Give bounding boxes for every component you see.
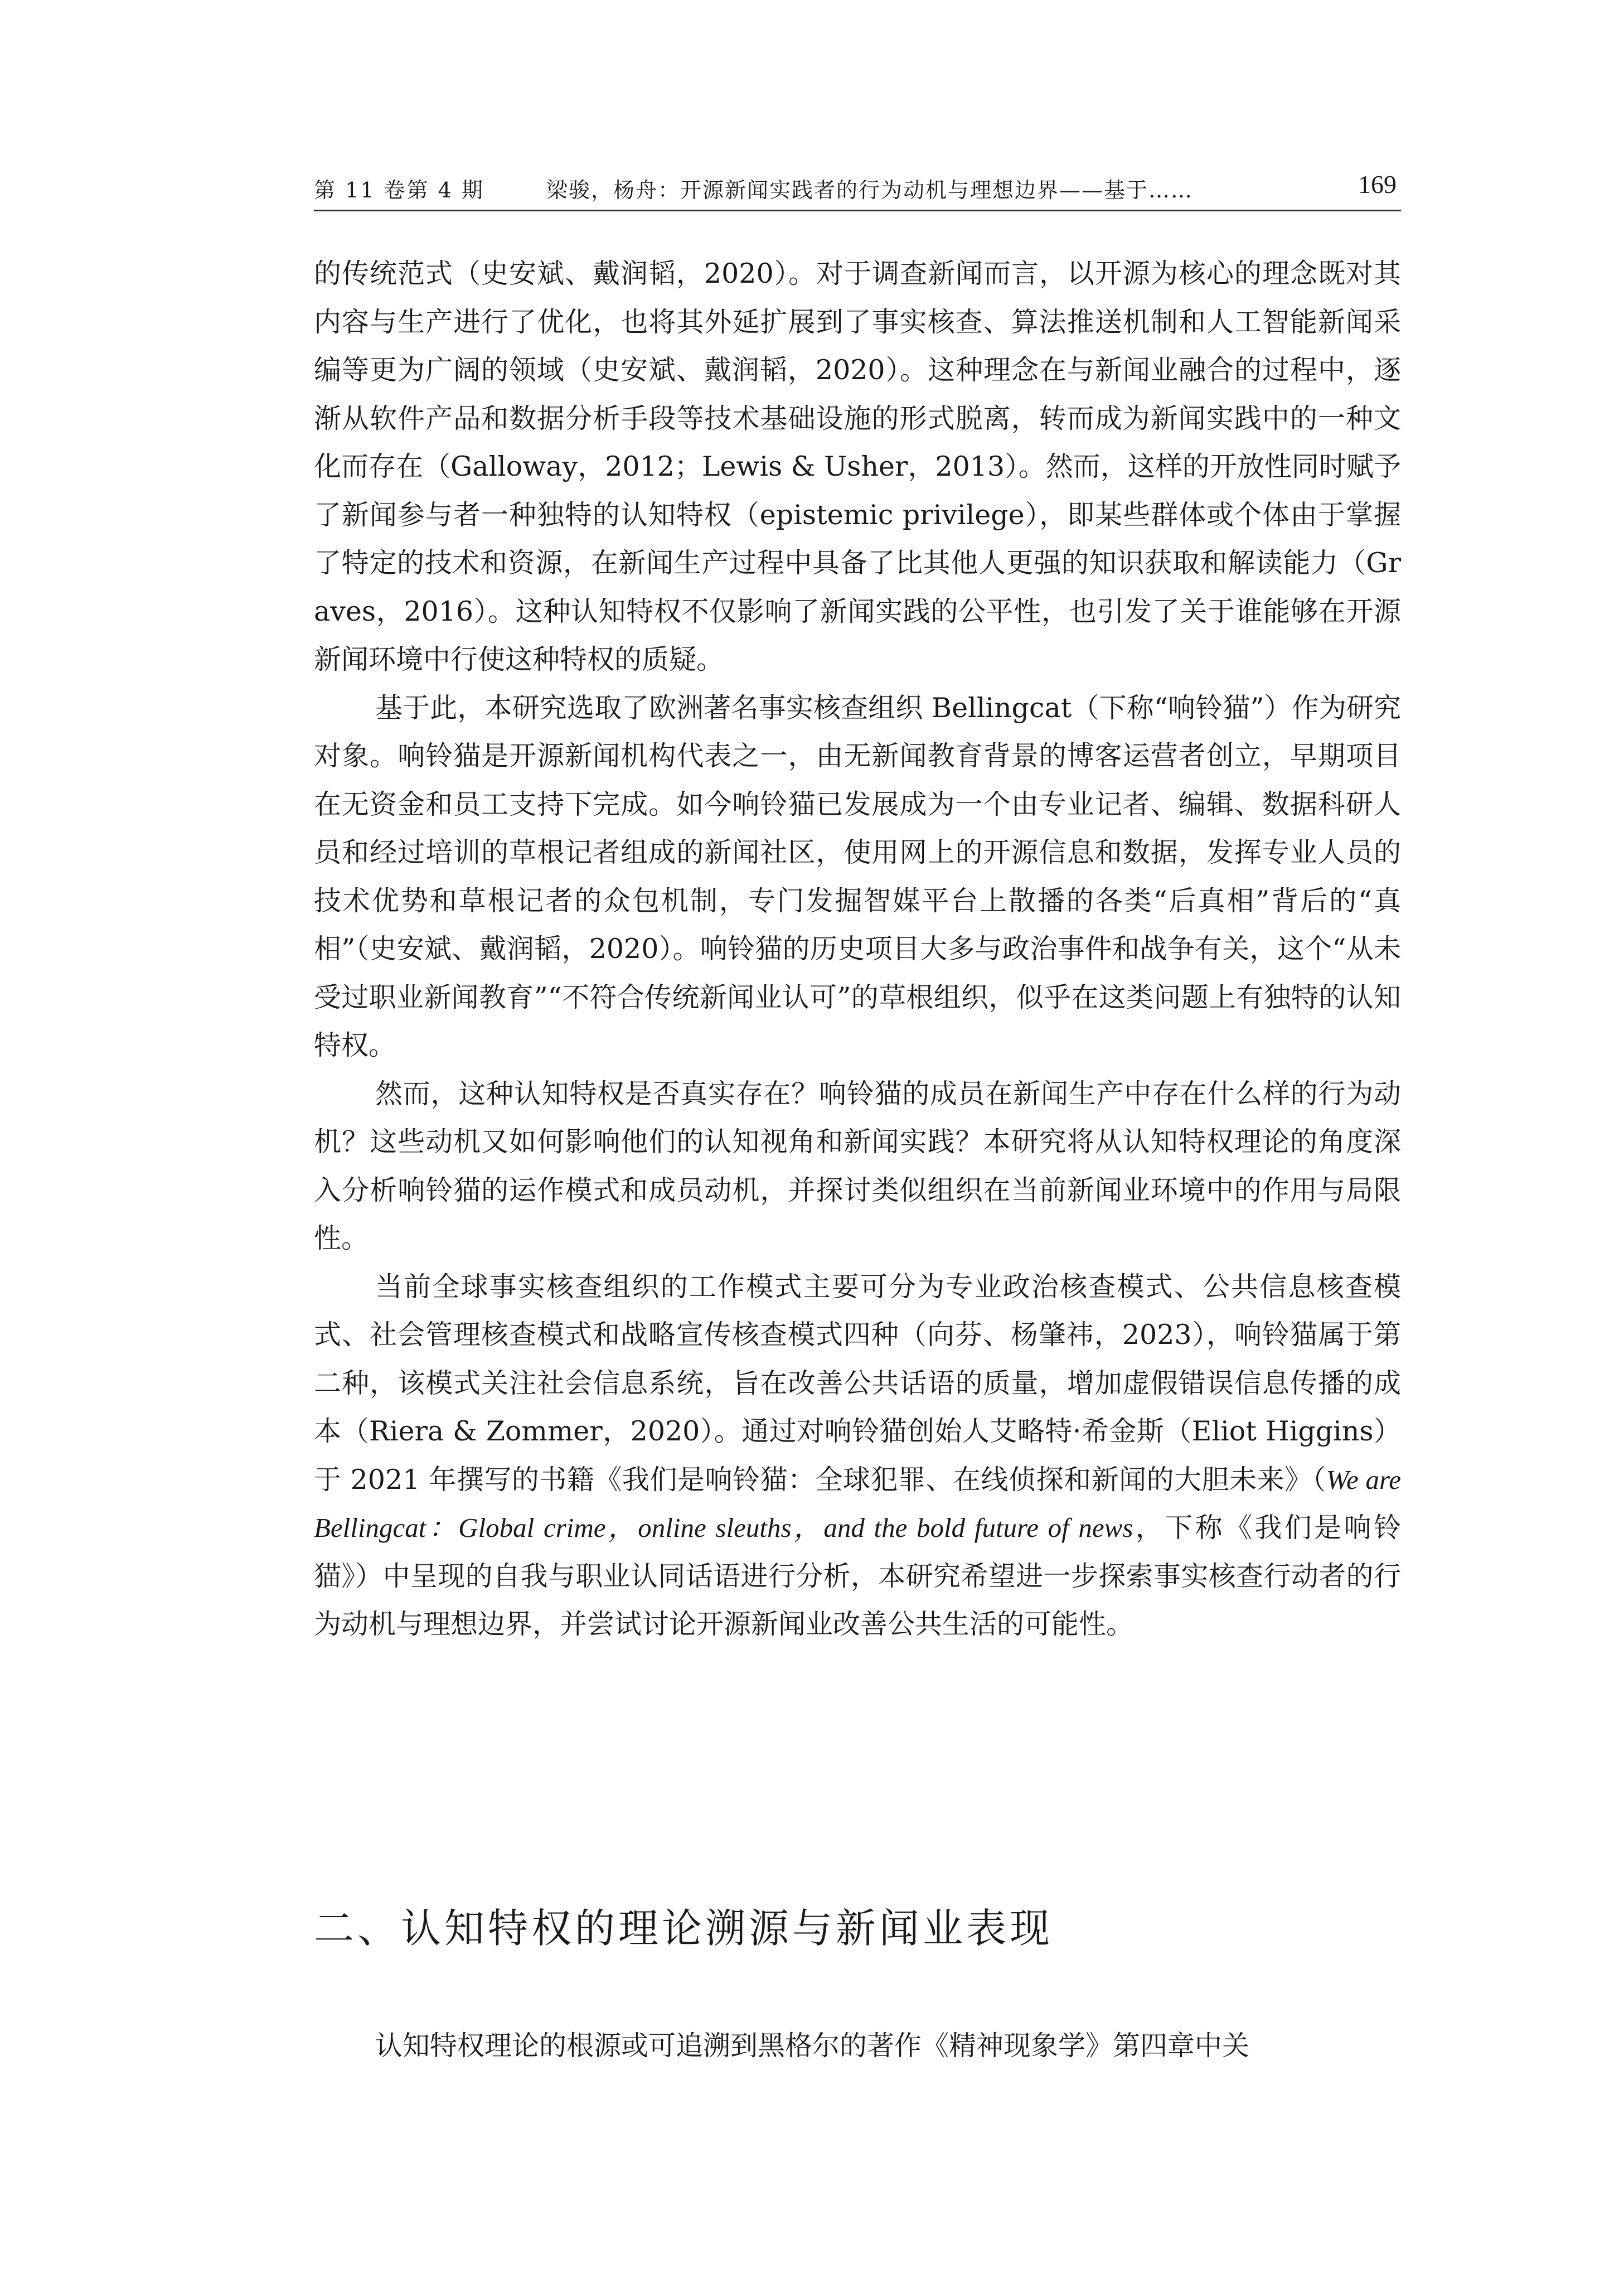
running-header (314, 171, 1401, 211)
page-number: 169 (1358, 170, 1397, 199)
paragraph-fact-check-models-text-a: 当前全球事实核查组织的工作模式主要可分为专业政治核查模式、公共信息核查模式、社会管理核查模式和战略宣传核查模式四种（向芬、杨肇祎，2023），响铃猫属于第二种，该模式关注社会信息系统，旨在改善公共话语的质量，增加虚假错误信息传播的成本（Riera & Zommer，2020）。通过对响铃猫创始人艾略特·希金斯（Eliot Higgins）于 2021 年撰写的书籍《我们是响铃猫：全球犯罪、在线侦探和新闻的大胆未来》（ (314, 1270, 1401, 1496)
paragraph-continued: 的传统范式（史安斌、戴润韬，2020）。对于调查新闻而言，以开源为核心的理念既对其内容与生产进行了优化，也将其外延扩展到了事实核查、算法推送机制和人工智能新闻采编等更为广阔的领域（史安斌、戴润韬，2020）。这种理念在与新闻业融合的过程中，逐渐从软件产品和数据分析手段等技术基础设施的形式脱离，转而成为新闻实践中的一种文化而存在（Galloway，2012；Lewis & Usher，2013）。然而，这样的开放性同时赋予了新闻参与者一种独特的认知特权（epistemic privilege），即某些群体或个体由于掌握了特定的技术和资源，在新闻生产过程中具备了比其他人更强的知识获取和解读能力（Graves，2016）。这种认知特权不仅影响了新闻实践的公平性，也引发了关于谁能够在开源新闻环境中行使这种特权的质疑。 (314, 258, 1401, 675)
paragraph-bellingcat-intro: 基于此，本研究选取了欧洲著名事实核查组织 Bellingcat（下称“响铃猫”）作为研究对象。响铃猫是开源新闻机构代表之一，由无新闻教育背景的博客运营者创立，早期项目在无资金和员工支持下完成。如今响铃猫已发展成为一个由专业记者、编辑、数据科研人员和经过培训的草根记者组成的新闻社区，使用网上的开源信息和数据，发挥专业人员的技术优势和草根记者的众包机制，专门发掘智媒平台上散播的各类“后真相”背后的“真相”（史安斌、戴润韬，2020）。响铃猫的历史项目大多与政治事件和战争有关，这个“从未受过职业新闻教育”“不符合传统新闻业认可”的草根组织，似乎在这类问题上有独特的认知特权。 (314, 691, 1401, 1061)
book-english-title: We are Bellingcat：Global crime，online sleuths，and the bold future of news (314, 1464, 1401, 1543)
section-heading: 二、认知特权的理论溯源与新闻业表现 (314, 1905, 1054, 1952)
running-title: 梁骏，杨舟：开源新闻实践者的行为动机与理想边界——基于…… (546, 178, 1194, 202)
body-text (314, 250, 1401, 1649)
paragraph-fact-check-models-text-b: ，下称《我们是响铃猫》）中呈现的自我与职业认同话语进行分析，本研究希望进一步探索事实核查行动者的行为动机与理想边界，并尝试讨论开源新闻业改善公共生活的可能性。 (314, 1512, 1401, 1640)
paragraph-research-questions: 然而，这种认知特权是否真实存在？响铃猫的成员在新闻生产中存在什么样的行为动机？这些动机又如何影响他们的认知视角和新闻实践？本研究将从认知特权理论的角度深入分析响铃猫的运作模式和成员动机，并探讨类似组织在当前新闻业环境中的作用与局限性。 (314, 1077, 1401, 1254)
paragraph-section-start: 认知特权理论的根源或可追溯到黑格尔的著作《精神现象学》第四章中关 (375, 2030, 1250, 2062)
volume-issue: 第 11 卷第 4 期 (314, 178, 484, 202)
section-body (314, 2022, 1401, 2071)
paragraph-fact-check-models (314, 1263, 1401, 1649)
